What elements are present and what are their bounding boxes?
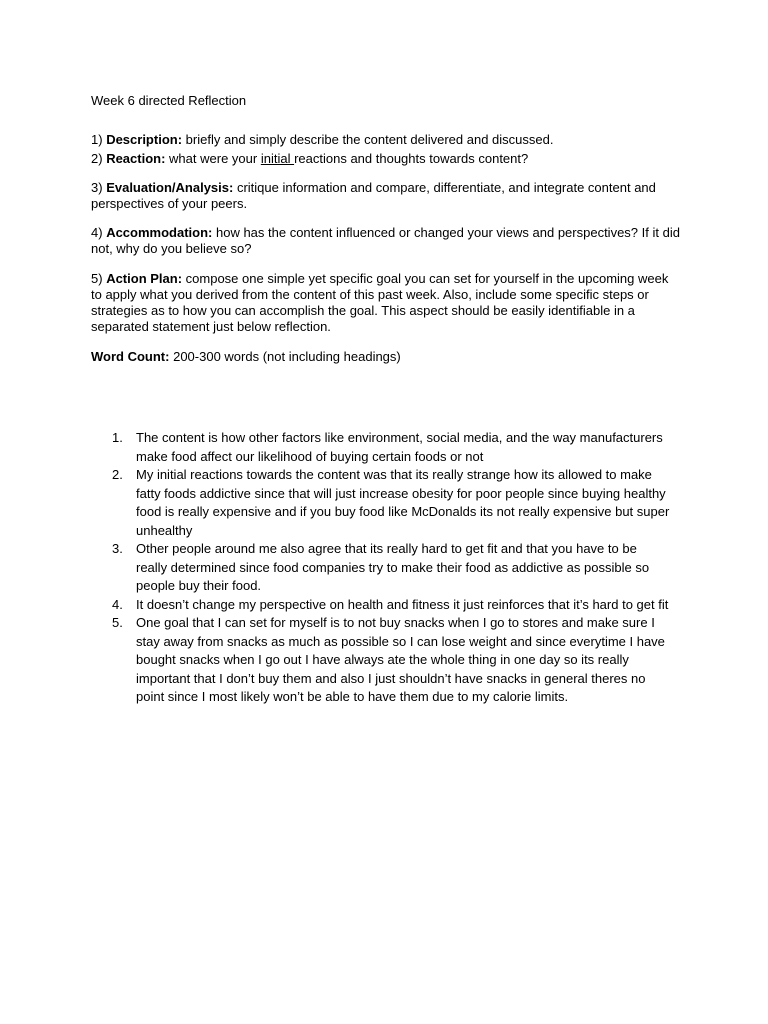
prompt-text: reactions and thoughts towards content?	[294, 151, 529, 166]
prompt-text: compose one simple yet specific goal you can set for yourself in the upcoming week to apply what you derived from the content of this past week. Also, include some specific steps or strategies as to how you can accomplish the goal. This aspect should be easily identifiable in a separated statement just below reflection.	[91, 271, 669, 334]
prompt-underlined-word: initial	[260, 151, 295, 166]
answer-list	[107, 429, 670, 707]
prompt-accommodation	[91, 225, 681, 257]
prompt-word-count	[91, 349, 681, 365]
prompt-text: 200-300 words (not including headings)	[173, 349, 401, 364]
prompt-heading: Accommodation:	[106, 225, 213, 240]
answer-item	[107, 614, 670, 707]
document-title: Week 6 directed Reflection	[91, 93, 247, 108]
answer-number: 4.	[112, 596, 123, 612]
answer-text: It doesn’t change my perspective on health and fitness it just reinforces that it’s hard to get fit	[136, 596, 669, 612]
prompt-heading: Action Plan:	[106, 271, 183, 286]
prompt-action-plan	[91, 271, 681, 335]
prompt-number: 4)	[91, 225, 103, 240]
answer-text: One goal that I can set for myself is to not buy snacks when I go to stores and make sure I stay away from snacks as much as possible so I can lose weight and since everytime I have bought snacks when I go out I have always ate the whole thing in one day so its really important that I don’t buy them and also I just shouldn’t have snacks in general theres no point since I most likely won’t be able to have them due to my calorie limits.	[136, 615, 665, 704]
answer-text: Other people around me also agree that its really hard to get fit and that you have to be really determined since food companies try to make their food as addictive as possible so people buy their food.	[136, 541, 650, 593]
answer-number: 5.	[112, 615, 123, 630]
answer-item	[107, 596, 670, 615]
answer-text: My initial reactions towards the content was that its really strange how its allowed to make fatty foods addictive since that will just increase obesity for poor people since buying healthy food is really expensive and if you buy food like McDonalds its not really expensive but super unhealthy	[136, 467, 670, 538]
prompt-number: 2)	[91, 151, 103, 166]
prompt-text: briefly and simply describe the content delivered and discussed.	[185, 132, 554, 147]
prompt-number: 3)	[91, 180, 103, 195]
answer-number: 3.	[112, 541, 123, 556]
answer-item	[107, 540, 670, 596]
prompt-text: how has the content influenced or changed your views and perspectives? If it did not, why do you believe so?	[91, 225, 680, 256]
prompt-number: 1)	[91, 132, 103, 147]
prompt-heading: Word Count:	[91, 349, 170, 364]
prompt-description	[91, 132, 681, 148]
prompt-text: critique information and compare, differentiate, and integrate content and perspectives of your peers.	[91, 180, 656, 211]
answer-number: 1.	[112, 430, 123, 445]
prompt-number: 5)	[91, 271, 103, 286]
prompt-heading: Description:	[106, 132, 183, 147]
answer-number: 2.	[112, 467, 123, 482]
prompt-heading: Reaction:	[106, 151, 166, 166]
prompt-evaluation	[91, 180, 681, 212]
prompt-heading: Evaluation/Analysis:	[106, 180, 234, 195]
answer-item	[107, 429, 670, 466]
prompt-text: what were your	[169, 151, 258, 166]
answer-text: The content is how other factors like environment, social media, and the way manufacturers make food affect our likelihood of buying certain foods or not	[136, 430, 663, 464]
prompt-reaction	[91, 151, 681, 167]
answer-item	[107, 466, 670, 540]
